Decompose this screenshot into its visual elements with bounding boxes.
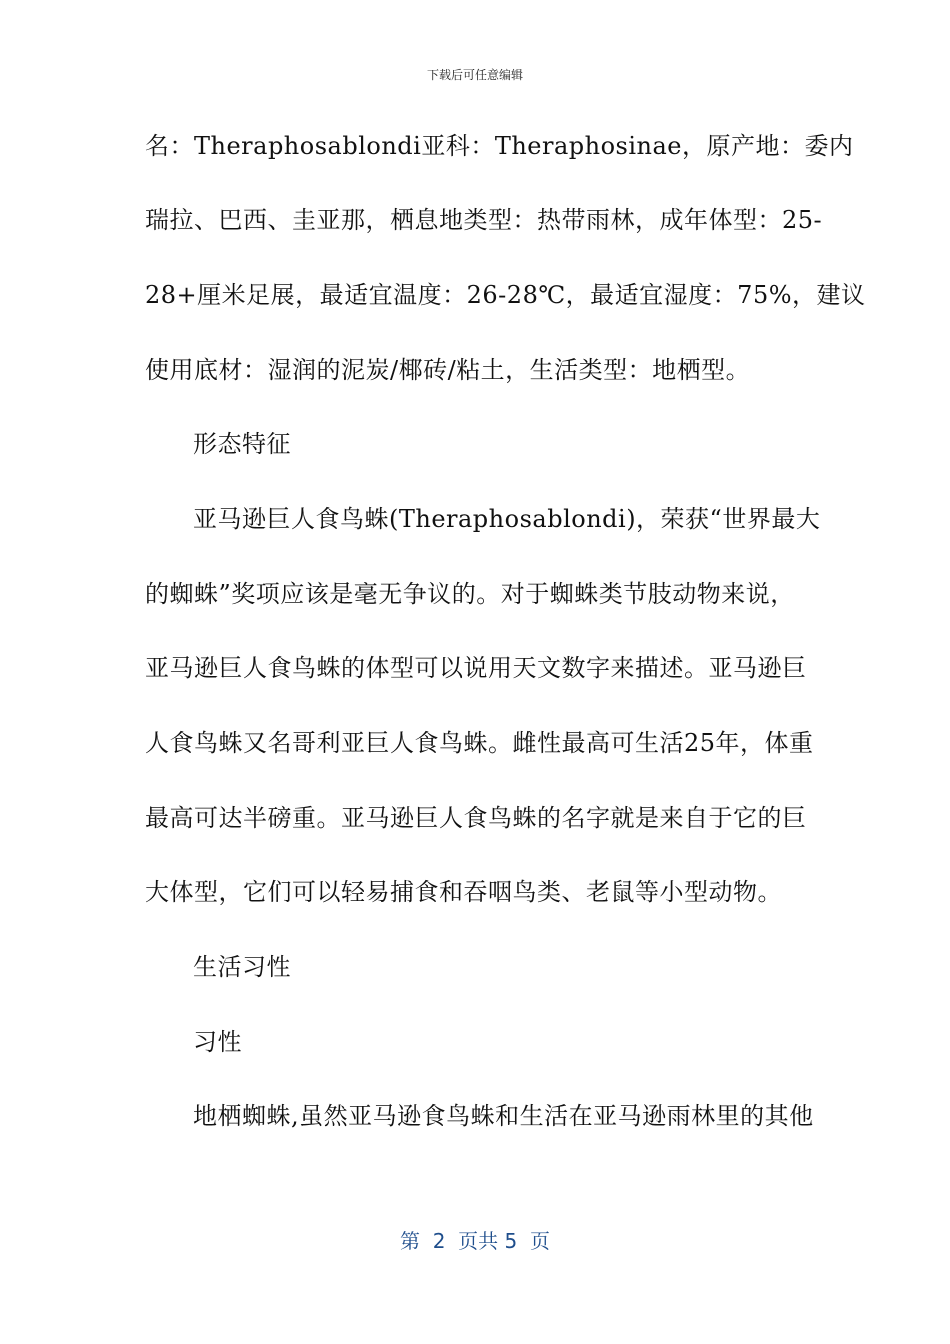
body-line-4: 使用底材：湿润的泥炭/椰砖/粘土，生活类型：地栖型。 xyxy=(145,356,751,384)
body-line-10: 最高可达半磅重。亚马逊巨人食鸟蛛的名字就是来自于它的巨 xyxy=(145,804,807,832)
body-line-1: 名：Theraphosablondi亚科：Theraphosinae，原产地：委内 xyxy=(145,132,854,160)
body-line-8: 亚马逊巨人食鸟蛛的体型可以说用天文数字来描述。亚马逊巨 xyxy=(145,654,807,682)
page-header: 下载后可任意编辑 xyxy=(426,68,523,82)
body-line-2: 瑞拉、巴西、圭亚那，栖息地类型：热带雨林，成年体型：25- xyxy=(145,206,823,234)
body-line-6: 亚马逊巨人食鸟蛛(Theraphosablondi)，荣获“世界最大 xyxy=(193,505,821,533)
body-line-3: 28+厘米足展，最适宜温度：26-28℃，最适宜湿度：75%，建议 xyxy=(145,281,866,309)
section-heading-morphology: 形态特征 xyxy=(193,430,291,458)
body-line-14: 地栖蜘蛛,虽然亚马逊食鸟蛛和生活在亚马逊雨林里的其他 xyxy=(193,1102,814,1130)
body-line-9: 人食鸟蛛又名哥利亚巨人食鸟蛛。雌性最高可生活25年，体重 xyxy=(145,729,814,757)
body-line-11: 大体型，它们可以轻易捕食和吞咽鸟类、老鼠等小型动物。 xyxy=(145,878,782,906)
body-line-7: 的蜘蛛”奖项应该是毫无争议的。对于蜘蛛类节肢动物来说， xyxy=(145,580,795,608)
subsection-heading-habit: 习性 xyxy=(193,1028,242,1056)
section-heading-habits: 生活习性 xyxy=(193,953,291,981)
page-footer: 第 2 页共 5 页 xyxy=(400,1229,550,1253)
